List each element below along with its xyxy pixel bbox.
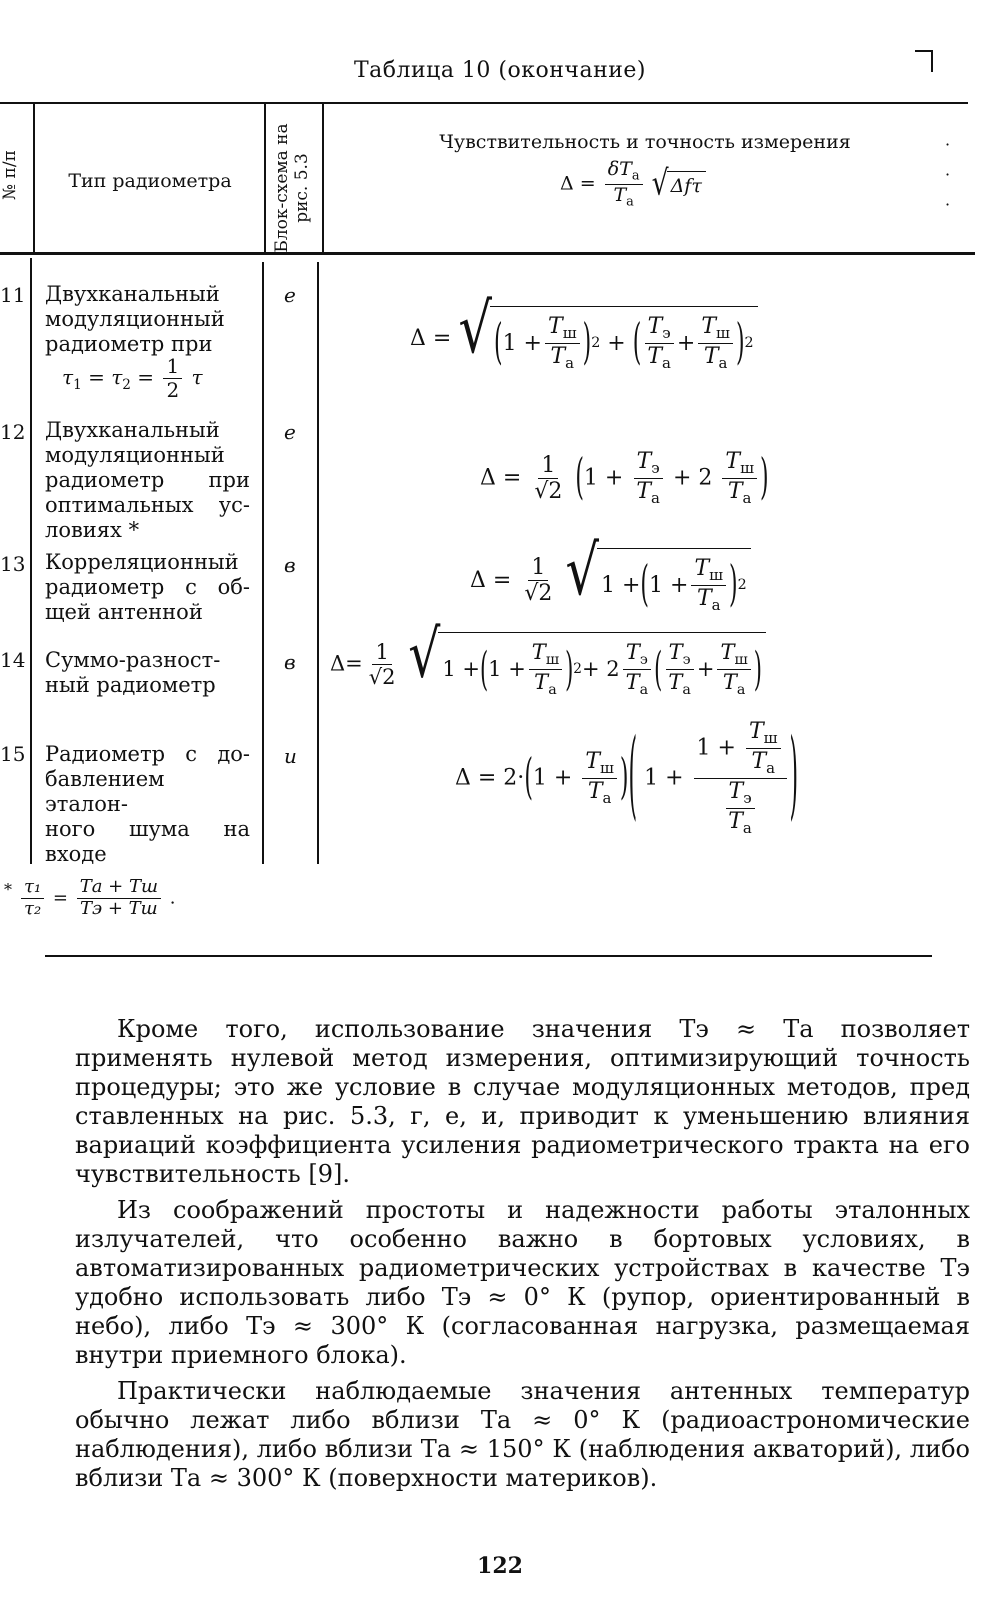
row-13-type: Корреляционный радиометр с об- щей антенной xyxy=(45,550,250,624)
paragraph-2: Из соображений простоты и надежности работы эталонных излучателей, что особенно важно в бортовых условиях, в автоматизированных радиометрических устройствах в качестве Tэ удобно использовать либо Tэ ≈ 0° К (рупор, ориентированный в небо), либо Tэ ≈ 300° К (согласованная нагрузка, размещаемая внутри приемного блока). xyxy=(75,1196,970,1369)
margin-dots: · · · xyxy=(945,135,951,214)
row-13-formula: Δ = $\frac{1}{√2}$ √ 1 + ( 1 + $\frac{T_ш}{T_а}$ ) 2 xyxy=(470,548,751,614)
footnote-formula: $\frac{\text{τ₁}}{\text{τ₂}}$ = $\frac{Tа + Tш}{Tэ + Tш}$ . xyxy=(18,878,176,919)
row-14-formula: Δ= $\frac{1}{√2}$ √ 1 + ( 1 + $\frac{T_ш}{T_а}$ ) 2 + 2 $\frac{T_э}{T_а}$ ( $\frac{T_э}{T_а}$ + $\frac{T_ш}{T_а}$ ) xyxy=(330,632,766,698)
table-header-rule xyxy=(0,252,975,255)
body-divider-1 xyxy=(30,258,32,864)
body-divider-3 xyxy=(317,262,319,864)
row-15-num: 15 xyxy=(0,742,26,766)
row-12-formula: Δ = $\frac{1}{√2}$ (1 + $\frac{T_э}{T_а}$ + 2 $\frac{T_ш}{T_а}$ ) xyxy=(480,449,769,508)
row-13-num: 13 xyxy=(0,552,26,576)
body-divider-2 xyxy=(262,262,264,864)
header-divider-1 xyxy=(33,104,35,252)
header-formula: Δ = $\frac{\delta T_а}{T_а}$ √ Δfτ xyxy=(560,160,706,209)
row-12-scheme: е xyxy=(284,420,296,444)
row-12-num: 12 xyxy=(0,420,26,444)
table-caption: Таблица 10 (окончание) xyxy=(354,58,646,83)
row-11-scheme: е xyxy=(284,283,296,307)
page-corner-mark xyxy=(915,50,933,72)
row-14-scheme: в xyxy=(284,650,296,674)
row-12-type: Двухканальный модуляционный радиометр при оптимальных ус- ловиях * xyxy=(45,418,250,542)
table-bottom-rule xyxy=(45,955,932,957)
header-type: Тип радиометра xyxy=(68,170,232,192)
header-scheme: Блок-схема на рис. 5.3 xyxy=(272,123,312,253)
row-11-type: Двухканальный модуляционный радиометр при xyxy=(45,282,225,356)
row-15-type: Радиометр с до- бавлением эталон- ного шума на входе xyxy=(45,742,250,866)
page-number: 122 xyxy=(477,1553,523,1579)
paragraph-3: Практически наблюдаемые значения антенных температур обычно лежат либо вблизи Tа ≈ 0° К (радиоастрономические наблюдения), либо вблизи Tа ≈ 150° К (наблюдения акваторий), либо вблизи Tа ≈ 300° К (поверхности материков). xyxy=(75,1377,970,1492)
header-num: № п/п xyxy=(0,150,20,200)
row-11-num: 11 xyxy=(0,283,26,307)
row-15-scheme: и xyxy=(284,744,297,768)
row-11-formula: Δ = √ ( 1 + $\frac{T_ш}{T_а}$ ) 2 + ( $\frac{T_э}{T_а}$ + $\frac{T_ш}{T_а}$ ) 2 xyxy=(410,306,758,372)
row-14-type: Суммо-разност- ный радиометр xyxy=(45,648,221,697)
header-divider-2 xyxy=(264,104,266,252)
header-sensitivity: Чувствительность и точность измерения xyxy=(439,131,851,153)
row-15-formula: Δ = 2·(1 + $\frac{T_ш}{T_а}$ )( 1 + 1 + $\frac{T_ш}{T_а}$ $\frac{T_э}{T_а}$ ) xyxy=(455,719,799,837)
table-top-rule xyxy=(0,102,968,104)
row-13-scheme: в xyxy=(284,553,296,577)
row-11-condition: $\tau_1 = \tau_2$ = $\frac{1}{2}$ τ xyxy=(62,354,203,402)
row-14-num: 14 xyxy=(0,648,26,672)
paragraph-1: Кроме того, использование значения Tэ ≈ Tа позволяет применять нулевой метод измерения, оптимизирующий точность процедуры; это же условие в случае модуляционных методов, пред ставленных на рис. 5.3, г, е, и, приводит к уменьшению влияния вариаций коэффициента усиления радиометрического тракта на его чувствительность [9]. xyxy=(75,1015,970,1188)
header-divider-3 xyxy=(322,104,324,252)
footnote-star: * xyxy=(4,880,12,899)
